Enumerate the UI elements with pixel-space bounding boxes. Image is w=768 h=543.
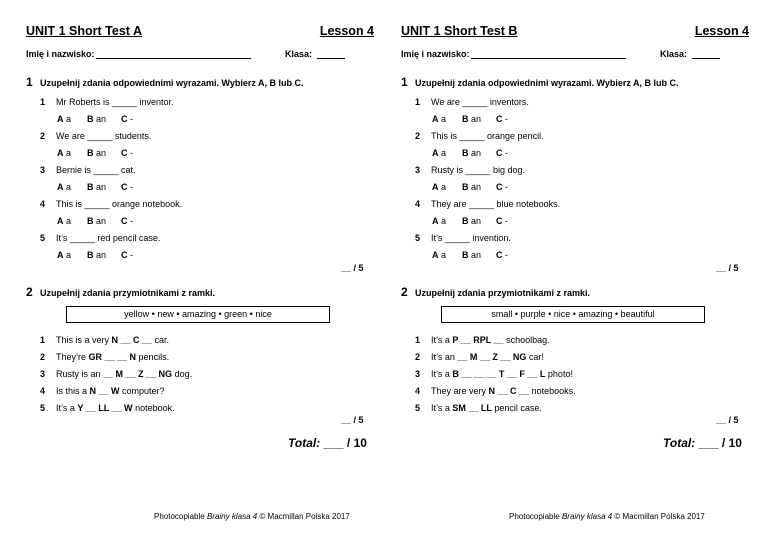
question-text: Is this a N __ W computer? [56,386,165,396]
option-a-letter[interactable]: A [57,182,64,192]
answer-blank[interactable]: Y __ LL __ W [77,403,133,413]
answer-blank[interactable]: P __ RPL __ [452,335,504,345]
option-a-text: a [441,114,447,124]
option-b-text: an [471,216,482,226]
option-a-letter[interactable]: A [432,182,439,192]
question-text: It’s a P __ RPL __ schoolbag. [431,335,550,345]
test-a-page [20,0,380,543]
section-1-score: __ / 5 [341,263,364,273]
section-instruction: Uzupełnij zdania odpowiednimi wyrazami. Wybierz A, B lub C. [415,78,679,88]
option-c-letter[interactable]: C [496,148,503,158]
option-c-letter[interactable]: C [121,114,128,124]
answer-blank[interactable]: GR __ __ N [88,352,137,362]
test-b-page [395,0,755,543]
question-text: This is _____ orange notebook. [56,199,183,209]
test-b-header [401,24,749,40]
option-a-letter[interactable]: A [57,250,64,260]
option-c-letter[interactable]: C [496,114,503,124]
total-label: Total: [663,436,696,450]
question-text: It’s a B __ __ __ T __ F __ L photo! [431,369,573,379]
question-text: It’s a Y __ LL __ W notebook. [56,403,175,413]
question-text: Mr Roberts is _____ inventor. [56,97,174,107]
option-a-text: a [441,148,447,158]
question-text: This is a very N __ C __ car. [56,335,170,345]
option-a-text: a [66,148,72,158]
question-number: 2 [40,352,46,362]
option-c-letter[interactable]: C [496,216,503,226]
section-instruction: Uzupełnij zdania przymiotnikami z ramki. [415,288,591,298]
option-b-text: an [471,182,482,192]
question-number: 4 [40,386,46,396]
question-number: 1 [415,335,421,345]
option-a-text: a [66,114,72,124]
question-text: It’s an __ M __ Z __ NG car! [431,352,544,362]
option-b-letter[interactable]: B [462,148,469,158]
word-box: yellow • new • amazing • green • nice [66,306,330,323]
question-number: 5 [415,403,421,413]
class-label: Klasa: [660,49,688,59]
option-b-letter[interactable]: B [462,114,469,124]
answer-blank[interactable]: N __ C __ [488,386,530,396]
option-b-letter[interactable]: B [87,250,94,260]
question-number: 4 [415,199,421,209]
test-title: UNIT 1 Short Test A [26,24,142,38]
lesson-label: Lesson 4 [319,24,374,38]
footer-copyright: Photocopiable Brainy klasa 4 © Macmillan Polska 2017 [509,512,705,521]
question-number: 2 [40,131,46,141]
total-label: Total: [288,436,321,450]
option-a-letter[interactable]: A [432,216,439,226]
option-a-letter[interactable]: A [432,114,439,124]
option-a-letter[interactable]: A [432,250,439,260]
option-c-letter[interactable]: C [121,148,128,158]
option-b-text: an [96,114,107,124]
question-number: 3 [415,165,421,175]
question-number: 3 [415,369,421,379]
option-b-letter[interactable]: B [87,148,94,158]
section-instruction: Uzupełnij zdania odpowiednimi wyrazami. Wybierz A, B lub C. [40,78,304,88]
section-2-score: __ / 5 [716,415,739,425]
option-a-letter[interactable]: A [57,114,64,124]
total-value: ___ / 10 [320,436,367,450]
class-field[interactable] [692,58,720,59]
option-c-text: - [505,114,509,124]
option-b-letter[interactable]: B [87,114,94,124]
option-a-letter[interactable]: A [57,148,64,158]
question-text: Rusty is an __ M __ Z __ NG dog. [56,369,193,379]
option-c-letter[interactable]: C [121,216,128,226]
question-text: We are _____ inventors. [431,97,529,107]
lesson-label: Lesson 4 [694,24,749,38]
option-c-text: - [505,250,509,260]
option-c-text: - [130,216,134,226]
option-b-letter[interactable]: B [87,216,94,226]
section-number: 1 [26,75,33,89]
option-c-letter[interactable]: C [121,182,128,192]
option-b-text: an [471,114,482,124]
question-text: This is _____ orange pencil. [431,131,544,141]
question-number: 1 [40,335,46,345]
footer-copyright: Photocopiable Brainy klasa 4 © Macmillan Polska 2017 [154,512,350,521]
option-c-letter[interactable]: C [496,182,503,192]
option-c-letter[interactable]: C [496,250,503,260]
section-instruction: Uzupełnij zdania przymiotnikami z ramki. [40,288,216,298]
option-a-text: a [66,250,72,260]
question-number: 3 [40,369,46,379]
option-c-text: - [130,250,134,260]
option-b-text: an [471,148,482,158]
section-number: 2 [26,285,33,299]
option-c-text: - [505,216,509,226]
option-c-text: - [130,114,134,124]
option-b-letter[interactable]: B [462,250,469,260]
option-c-text: - [130,148,134,158]
option-b-text: an [96,148,107,158]
answer-blank[interactable]: N __ W [89,386,120,396]
option-b-letter[interactable]: B [462,216,469,226]
total-score [288,436,367,450]
question-number: 2 [415,352,421,362]
test-title: UNIT 1 Short Test B [401,24,518,38]
class-field[interactable] [317,58,345,59]
question-number: 1 [415,97,421,107]
question-number: 4 [415,386,421,396]
option-b-letter[interactable]: B [462,182,469,192]
question-number: 5 [415,233,421,243]
question-number: 5 [40,403,46,413]
answer-blank[interactable]: SM __ LL [452,403,492,413]
option-a-letter[interactable]: A [57,216,64,226]
total-score [663,436,742,450]
option-b-text: an [96,216,107,226]
question-number: 2 [415,131,421,141]
option-b-text: an [96,250,107,260]
question-number: 3 [40,165,46,175]
option-a-text: a [441,250,447,260]
question-text: It’s a SM __ LL pencil case. [431,403,542,413]
option-a-text: a [66,216,72,226]
option-a-text: a [66,182,72,192]
answer-blank[interactable]: N __ C __ [111,335,153,345]
question-text: They are very N __ C __ notebooks. [431,386,576,396]
question-text: We are _____ students. [56,131,152,141]
question-text: They are _____ blue notebooks. [431,199,561,209]
word-box: small • purple • nice • amazing • beautiful [441,306,705,323]
question-number: 5 [40,233,46,243]
name-field[interactable] [96,58,251,59]
total-value: ___ / 10 [695,436,742,450]
name-label: Imię i nazwisko: [26,49,95,59]
section-2-score: __ / 5 [341,415,364,425]
option-a-text: a [441,182,447,192]
option-b-letter[interactable]: B [87,182,94,192]
question-text: They’re GR __ __ N pencils. [56,352,170,362]
option-c-text: - [130,182,134,192]
name-field[interactable] [471,58,626,59]
question-text: It’s _____ red pencil case. [56,233,161,243]
answer-blank[interactable]: B __ __ __ T __ F __ L [452,369,546,379]
question-text: It’s _____ invention. [431,233,511,243]
option-b-text: an [471,250,482,260]
answer-blank[interactable]: __ M __ Z __ NG [457,352,527,362]
test-a-header [26,24,374,40]
option-c-letter[interactable]: C [121,250,128,260]
option-c-text: - [505,148,509,158]
question-number: 4 [40,199,46,209]
name-label: Imię i nazwisko: [401,49,470,59]
section-number: 2 [401,285,408,299]
question-text: Bernie is _____ cat. [56,165,136,175]
option-a-text: a [441,216,447,226]
answer-blank[interactable]: __ M __ Z __ NG [103,369,173,379]
option-b-text: an [96,182,107,192]
section-1-score: __ / 5 [716,263,739,273]
option-a-letter[interactable]: A [432,148,439,158]
question-text: Rusty is _____ big dog. [431,165,526,175]
option-c-text: - [505,182,509,192]
class-label: Klasa: [285,49,313,59]
question-number: 1 [40,97,46,107]
section-number: 1 [401,75,408,89]
